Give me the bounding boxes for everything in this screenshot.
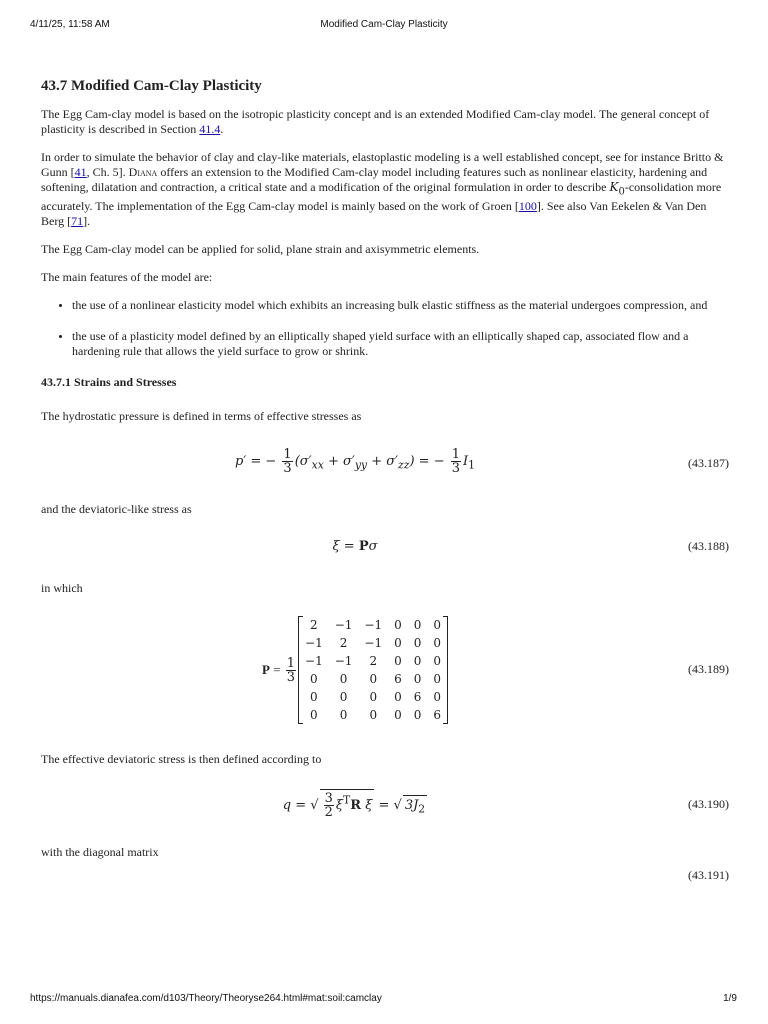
matrix-cell: 0 (394, 690, 402, 705)
matrix-cell: 6 (394, 672, 402, 687)
matrix-cell: 0 (394, 618, 402, 633)
equation-body: P = $\frac{1}{3}$ 2 −1 −1 0 0 0 −1 2 −1 0 0 0 −1 −1 2 0 0 0 0 0 0 6 0 0 0 0 0 0 6 0 0 0 0 0 0 6 (41, 616, 669, 724)
equation-43-188 (41, 539, 729, 559)
matrix-cell: 0 (339, 672, 348, 687)
matrix-cell: 6 (433, 708, 442, 723)
section-title: 43.7 Modified Cam-Clay Plasticity (41, 78, 262, 94)
subsection-title: 43.7.1 Strains and Stresses (41, 375, 177, 390)
matrix-cell: 0 (310, 672, 318, 687)
matrix-cell: 0 (413, 636, 422, 651)
print-datetime: 4/11/25, 11:58 AM (30, 19, 110, 30)
equation-body: ξ = Pσ (332, 539, 378, 555)
equation-body: p′ = − $\frac{1}{3}$ $(\sigma'_{xx} + \sigma'_{yy} + \sigma'_{zz})$ = − $\frac{1}{3}$ $I_1$ (234, 447, 476, 477)
matrix-cell: −1 (364, 636, 383, 651)
matrix-cell: 6 (413, 690, 422, 705)
matrix-cell: 0 (394, 636, 402, 651)
equation-number: (43.188) (688, 539, 729, 554)
p-matrix (298, 616, 448, 724)
hydrostatic-text: The hydrostatic pressure is defined in terms of effective stresses as (41, 409, 362, 424)
matrix-cell: 0 (433, 654, 442, 669)
document-content (41, 78, 729, 888)
equation-number: (43.187) (688, 456, 729, 471)
matrix-cell: 0 (394, 708, 402, 723)
matrix-cell: −1 (305, 654, 323, 669)
equation-43-187 (41, 446, 729, 488)
matrix-cell: 0 (433, 690, 442, 705)
matrix-cell: 0 (433, 672, 442, 687)
matrix-cell: 0 (310, 690, 318, 705)
matrix-cell: 0 (394, 654, 402, 669)
section-link-41-4[interactable]: 41.4 (199, 122, 221, 136)
print-header (0, 19, 768, 33)
list-item: • the use of a plasticity model defined by an elliptically shaped yield surface with an elliptically shaped cap, associated flow and a hardening rule that allows the yield surface to grow or shrink. (72, 329, 729, 359)
matrix-cell: 2 (369, 654, 378, 669)
matrix-cell: 2 (339, 636, 348, 651)
citation-link-41[interactable]: 41 (74, 165, 87, 179)
diagonal-matrix-text: with the diagonal matrix (41, 845, 159, 860)
matrix-cell: 0 (413, 654, 422, 669)
matrix-cell: 0 (339, 708, 348, 723)
matrix-cell: 0 (369, 708, 378, 723)
list-item: • the use of a nonlinear elasticity model which exhibits an increasing bulk elastic stiffness as the material undergoes compression, and (72, 298, 729, 313)
matrix-cell: 0 (369, 672, 378, 687)
equation-43-190 (41, 789, 729, 823)
matrix-cell: −1 (305, 636, 323, 651)
background-paragraph: In order to simulate the behavior of clay and clay-like materials, elastoplastic modeling is a well established concept, see for instance Britto & Gunn [41, Ch. 5]. Diana offers an extension to the Modified Cam-clay model including features such as nonlinear elasticity, hardening and softening, dilatation and contraction, a critical state and a modification of the original formulation in order to describe $K_0$-consolidation more accurately. The implementation of the Egg Cam-clay model is mainly based on the work of Groen [100]. See also Van Eekelen & Van Den Berg [71]. (41, 150, 724, 229)
matrix-cell: −1 (334, 618, 353, 633)
matrix-cell: 0 (433, 636, 442, 651)
equation-43-189 (41, 616, 729, 728)
diana-name: Diana (128, 165, 158, 179)
matrix-row (299, 652, 448, 670)
matrix-cell: 0 (339, 690, 348, 705)
features-intro: The main features of the model are: (41, 270, 213, 285)
print-page-title: Modified Cam-Clay Plasticity (320, 19, 448, 30)
matrix-cell: 0 (413, 708, 422, 723)
matrix-cell: 0 (413, 672, 422, 687)
equation-43-191 (41, 868, 729, 888)
matrix-cell: 0 (433, 618, 442, 633)
page-url: https://manuals.dianafea.com/d103/Theory/Theoryse264.html#mat:soil:camclay (30, 993, 382, 1004)
equation-number: (43.190) (688, 797, 729, 812)
matrix-cell: 2 (310, 618, 318, 633)
equation-number: (43.191) (688, 868, 729, 883)
matrix-row (299, 706, 448, 724)
page-number: 1/9 (723, 993, 737, 1004)
matrix-row (299, 670, 448, 688)
matrix-cell: 0 (369, 690, 378, 705)
deviatoric-text: and the deviatoric-like stress as (41, 502, 192, 517)
equation-body: q = √ $\frac{3}{2}$ $\xi^TR$ ξ = √ $3J_2$ (282, 791, 426, 821)
in-which-text: in which (41, 581, 83, 596)
print-footer (0, 993, 768, 1007)
intro-paragraph: The Egg Cam-clay model is based on the isotropic plasticity concept and is an extended Modified Cam-clay model. The general concept of plasticity is described in Section 41.4. (41, 107, 710, 136)
equation-number: (43.189) (688, 662, 729, 677)
matrix-cell: 0 (413, 618, 422, 633)
citation-link-71[interactable]: 71 (71, 214, 84, 229)
k0-symbol: $K_0$ (609, 180, 625, 198)
applicability-paragraph: The Egg Cam-clay model can be applied for solid, plane strain and axisymmetric elements. (41, 242, 480, 257)
matrix-row (299, 616, 448, 634)
effective-deviatoric-text: The effective deviatoric stress is then defined according to (41, 752, 322, 767)
matrix-row (299, 634, 448, 652)
matrix-cell: −1 (334, 654, 353, 669)
matrix-cell: 0 (310, 708, 318, 723)
citation-link-100[interactable]: 100 (518, 199, 537, 214)
features-list (41, 298, 729, 359)
matrix-cell: −1 (364, 618, 383, 633)
matrix-row (299, 688, 448, 706)
